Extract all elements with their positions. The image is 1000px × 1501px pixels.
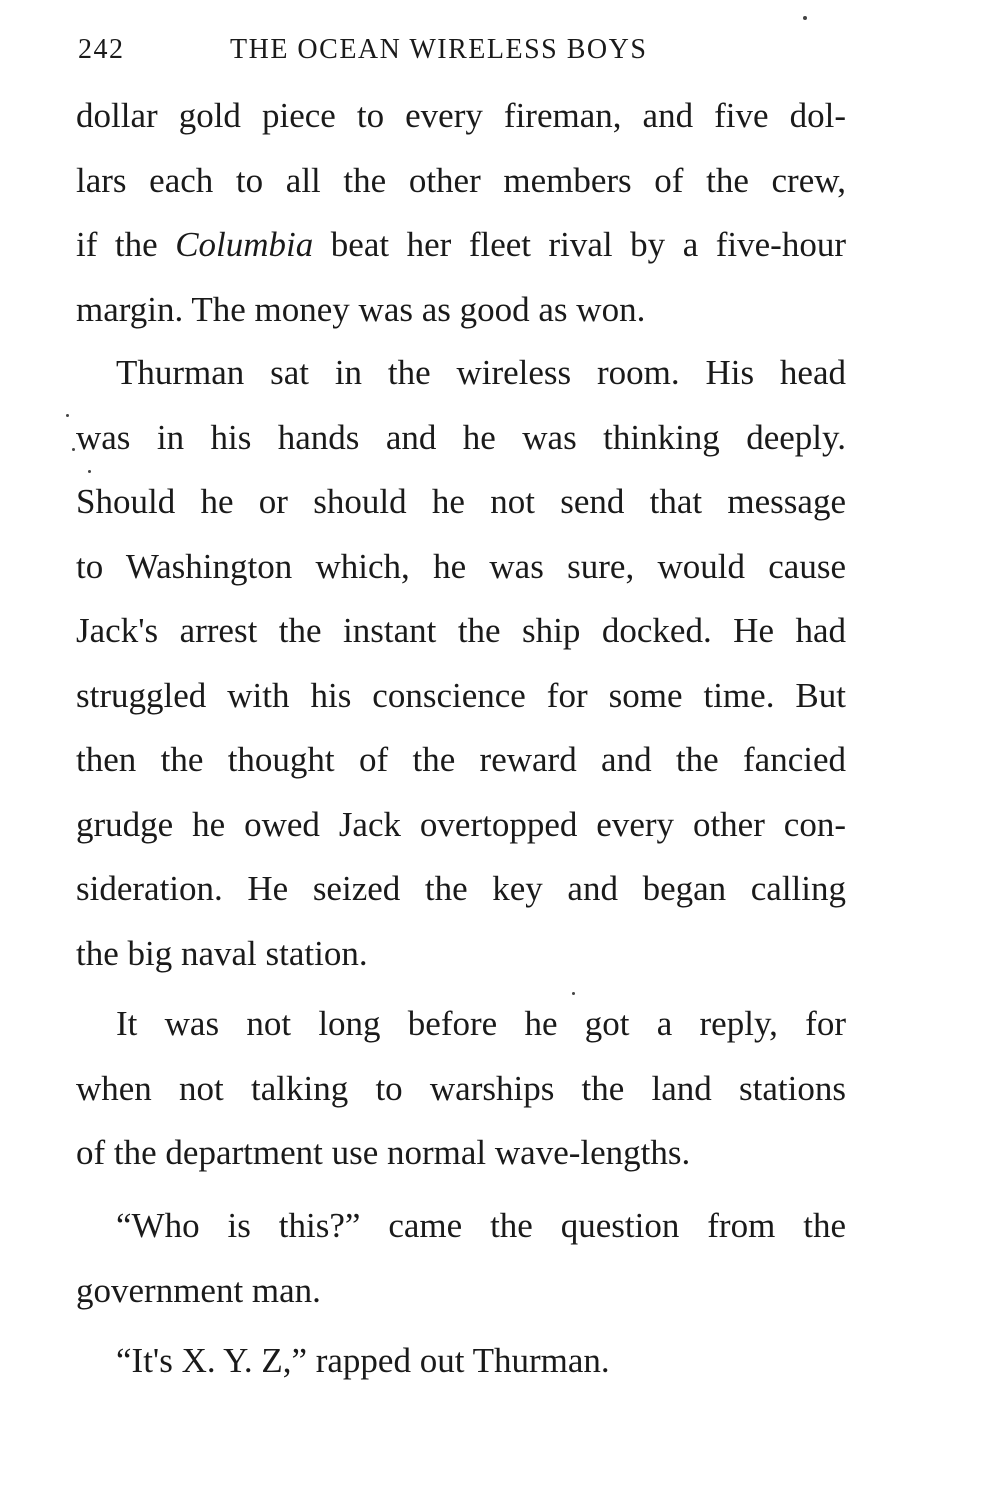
text-line: to Washington which, he was sure, would cause [76, 546, 846, 586]
text-line: then the thought of the reward and the fancied [76, 740, 846, 779]
text-line: the big naval station. [76, 933, 368, 973]
scan-speck [72, 448, 75, 451]
text-line: of the department use normal wave-lengths. [76, 1133, 691, 1172]
running-header [78, 30, 848, 74]
ship-name-italic: Columbia [175, 225, 314, 264]
scan-speck [66, 414, 69, 417]
scan-speck [88, 470, 91, 473]
text-line: “It's X. Y. Z,” rapped out Thurman. [116, 1341, 610, 1380]
text-line: lars each to all the other members of the crew, [76, 160, 846, 200]
text-line: Thurman sat in the wireless room. His head [116, 353, 846, 392]
text-line: Jack's arrest the instant the ship docked. He had [76, 611, 846, 650]
text-line: sideration. He seized the key and began calling [76, 869, 846, 908]
text-run: if the [76, 225, 176, 264]
scan-speck [803, 16, 807, 20]
scan-speck [572, 992, 575, 995]
running-title: THE OCEAN WIRELESS BOYS [230, 34, 648, 65]
text-line [76, 213, 846, 278]
paragraph-3 [76, 992, 846, 1186]
text-line: It was not long before he got a reply, for [116, 1004, 846, 1043]
text-line: grudge he owed Jack overtopped every other con- [76, 804, 846, 844]
text-line: “Who is this?” came the question from the [116, 1206, 846, 1245]
text-line: struggled with his conscience for some time. But [76, 675, 846, 715]
paragraph-2 [76, 341, 846, 986]
paragraph-5 [76, 1329, 846, 1394]
text-line: government man. [76, 1270, 321, 1310]
text-line: dollar gold piece to every fireman, and five dol- [76, 96, 846, 135]
text-line: when not talking to warships the land stations [76, 1068, 846, 1108]
text-run: beat her fleet rival by a five-hour [313, 225, 846, 264]
page-number: 242 [78, 34, 125, 65]
text-line: Should he or should he not send that message [76, 482, 846, 521]
paragraph-4 [76, 1194, 846, 1323]
text-line: was in his hands and he was thinking deeply. [76, 417, 846, 457]
text-line: margin. The money was as good as won. [76, 289, 646, 329]
paragraph-1 [76, 84, 846, 342]
